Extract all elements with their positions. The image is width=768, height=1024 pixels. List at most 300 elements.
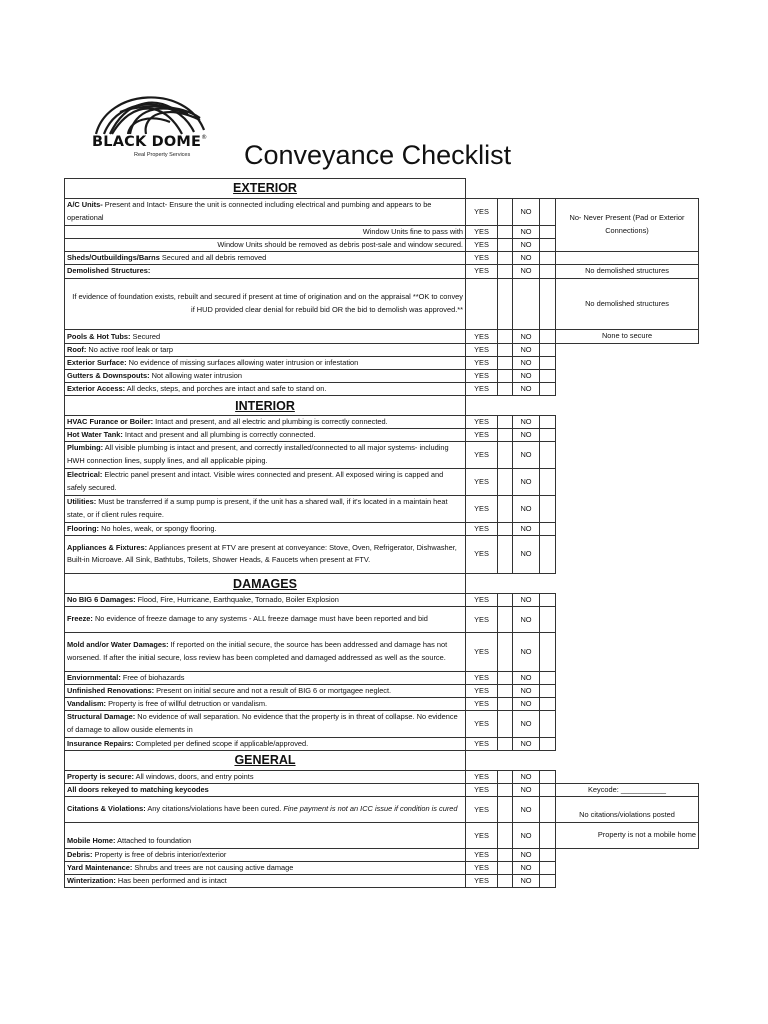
yes-option: YES bbox=[466, 671, 498, 684]
blank-cell bbox=[556, 684, 673, 697]
yes-checkbox bbox=[498, 522, 513, 535]
blank-cell bbox=[556, 862, 673, 875]
blank-cell bbox=[556, 179, 673, 199]
no-option: NO bbox=[513, 469, 540, 496]
item-label: No BIG 6 Damages: bbox=[67, 595, 136, 605]
no-option: NO bbox=[513, 862, 540, 875]
item-text: All visible plumbing is intact and present, and correctly installed/connected to all major systems- including HWH connection lines, supply lines, and all applicable piping. bbox=[67, 443, 449, 466]
item-description bbox=[65, 671, 466, 684]
blank-cell bbox=[673, 535, 699, 574]
blank-cell bbox=[556, 429, 673, 442]
checklist-row bbox=[65, 849, 699, 862]
item-description bbox=[65, 823, 466, 849]
no-option: NO bbox=[513, 330, 540, 344]
blank-cell bbox=[556, 875, 673, 888]
checklist-row bbox=[65, 875, 699, 888]
item-text: Not allowing water intrusion bbox=[149, 371, 242, 381]
item-label: Plumbing: bbox=[67, 443, 104, 453]
item-note: Fine payment is not an ICC issue if condition is cured bbox=[283, 804, 458, 814]
dome-icon bbox=[90, 90, 210, 140]
blank-cell bbox=[498, 179, 513, 199]
checklist-row bbox=[65, 862, 699, 875]
blank-cell bbox=[673, 594, 699, 607]
checklist-row bbox=[65, 330, 699, 344]
yes-option: YES bbox=[466, 797, 498, 823]
item-description bbox=[65, 783, 466, 797]
item-text: Electric panel present and intact. Visible wires connected and present. All exposed wiring is capped and safely secured. bbox=[67, 470, 444, 492]
item-label: Mold and/or Water Damages: bbox=[67, 640, 169, 650]
item-text: Shrubs and trees are not causing active damage bbox=[132, 863, 294, 873]
no-checkbox bbox=[540, 607, 556, 633]
item-description bbox=[65, 594, 466, 607]
yes-option: YES bbox=[466, 697, 498, 710]
yes-checkbox bbox=[498, 357, 513, 370]
no-checkbox bbox=[540, 671, 556, 684]
yes-option: YES bbox=[466, 737, 498, 750]
blank-cell bbox=[556, 416, 673, 429]
logo-subtitle: Real Property Services bbox=[134, 152, 191, 158]
blank-cell bbox=[498, 574, 513, 594]
remark-cell: No- Never Present (Pad or Exterior Connections) bbox=[556, 198, 699, 251]
blank-cell bbox=[673, 383, 699, 396]
checklist-row bbox=[65, 383, 699, 396]
blank-cell bbox=[556, 633, 673, 672]
yes-option: YES bbox=[466, 594, 498, 607]
blank-cell bbox=[513, 574, 540, 594]
item-description bbox=[65, 495, 466, 522]
blank-cell bbox=[673, 750, 699, 770]
item-label: Vandalism: bbox=[67, 698, 107, 708]
no-checkbox bbox=[540, 416, 556, 429]
item-text: If evidence of foundation exists, rebuilt and secured if present at time of origination and on the appraisal **OK to convey if HUD provided clear denial for rebuild bid OR the bid to demolish was approved.** bbox=[72, 292, 463, 314]
checklist-row bbox=[65, 783, 699, 797]
item-label: All doors rekeyed to matching keycodes bbox=[67, 785, 209, 795]
item-description bbox=[65, 469, 466, 496]
checklist-row bbox=[65, 594, 699, 607]
yes-checkbox bbox=[498, 344, 513, 357]
blank-cell bbox=[556, 357, 673, 370]
blank-cell bbox=[673, 522, 699, 535]
item-description bbox=[65, 862, 466, 875]
no-checkbox bbox=[540, 198, 556, 225]
item-text: All decks, steps, and porches are intact and safe to stand on. bbox=[125, 384, 327, 394]
blank-cell bbox=[513, 179, 540, 199]
yes-checkbox bbox=[498, 684, 513, 697]
item-label: A/C Units- bbox=[67, 199, 103, 209]
no-checkbox bbox=[540, 469, 556, 496]
no-checkbox bbox=[540, 875, 556, 888]
remark-cell: No citations/violations posted bbox=[556, 797, 699, 823]
checklist-row bbox=[65, 697, 699, 710]
item-label: Demolished Structures: bbox=[67, 266, 151, 276]
checklist-table bbox=[64, 178, 699, 888]
item-text: No evidence of wall separation. No evidence that the property is in threat of collapse. No evidence of damage to allow ouside elements in bbox=[67, 711, 458, 734]
yes-option: YES bbox=[466, 495, 498, 522]
yes-checkbox bbox=[498, 849, 513, 862]
no-option: NO bbox=[513, 797, 540, 823]
blank-cell bbox=[556, 383, 673, 396]
item-text: Completed per defined scope if applicable/approved. bbox=[133, 738, 309, 748]
no-option: NO bbox=[513, 697, 540, 710]
section-title: EXTERIOR bbox=[233, 181, 297, 196]
item-text: Free of biohazards bbox=[120, 672, 185, 682]
item-label: Mobile Home: bbox=[67, 836, 116, 846]
item-label: Utilities: bbox=[67, 496, 97, 506]
item-text: Must be transferred if a sump pump is present, if the unit has a shared wall, if it's located in a maintain heat state, or if client rules require. bbox=[67, 496, 448, 519]
no-option: NO bbox=[513, 251, 540, 264]
no-checkbox bbox=[540, 862, 556, 875]
yes-checkbox bbox=[498, 535, 513, 574]
no-checkbox bbox=[540, 344, 556, 357]
yes-checkbox bbox=[498, 710, 513, 737]
blank-cell bbox=[673, 849, 699, 862]
blank-cell bbox=[556, 495, 673, 522]
remark-cell: No demolished structures bbox=[556, 278, 699, 330]
no-option: NO bbox=[513, 823, 540, 849]
yes-option: YES bbox=[466, 225, 498, 238]
item-label: Yard Maintenance: bbox=[67, 863, 133, 873]
blank-cell bbox=[556, 442, 673, 469]
blank-cell bbox=[556, 770, 673, 783]
no-option: NO bbox=[513, 429, 540, 442]
item-label: Insurance Repairs: bbox=[67, 738, 134, 748]
item-label: Sheds/Outbuildings/Barns bbox=[67, 252, 160, 262]
blank-cell bbox=[673, 710, 699, 737]
item-description bbox=[65, 875, 466, 888]
no-checkbox bbox=[540, 522, 556, 535]
blank-cell bbox=[673, 697, 699, 710]
checklist-row bbox=[65, 607, 699, 633]
no-checkbox bbox=[540, 330, 556, 344]
item-description bbox=[65, 710, 466, 737]
yes-option: YES bbox=[466, 442, 498, 469]
no-option: NO bbox=[513, 442, 540, 469]
checklist-row bbox=[65, 251, 699, 264]
yes-option: YES bbox=[466, 357, 498, 370]
item-text: All windows, doors, and entry points bbox=[133, 771, 254, 781]
no-option: NO bbox=[513, 522, 540, 535]
blank-cell bbox=[673, 179, 699, 199]
section-header-row bbox=[65, 396, 699, 416]
checklist-row bbox=[65, 770, 699, 783]
item-text: Intact and present, and all electric and plumbing is correctly connected. bbox=[153, 417, 388, 427]
section-heading bbox=[65, 750, 466, 770]
no-checkbox bbox=[540, 238, 556, 251]
no-option: NO bbox=[513, 370, 540, 383]
checklist-row bbox=[65, 264, 699, 278]
item-label: Roof: bbox=[67, 345, 87, 355]
blank-cell bbox=[556, 469, 673, 496]
yes-option: YES bbox=[466, 198, 498, 225]
item-text: Secured and all debris removed bbox=[159, 252, 267, 262]
no-option: NO bbox=[513, 684, 540, 697]
yes-option: YES bbox=[466, 633, 498, 672]
yes-option: YES bbox=[466, 862, 498, 875]
yes-option: YES bbox=[466, 783, 498, 797]
section-title: INTERIOR bbox=[235, 398, 295, 413]
yes-option: YES bbox=[466, 330, 498, 344]
no-checkbox bbox=[540, 684, 556, 697]
checklist-row bbox=[65, 737, 699, 750]
item-label: Property is secure: bbox=[67, 771, 134, 781]
section-title: DAMAGES bbox=[233, 576, 297, 591]
yes-option: YES bbox=[466, 535, 498, 574]
blank-cell bbox=[556, 396, 673, 416]
yes-checkbox bbox=[498, 797, 513, 823]
blank-cell bbox=[556, 594, 673, 607]
blank-cell bbox=[673, 357, 699, 370]
no-checkbox bbox=[540, 370, 556, 383]
no-checkbox bbox=[540, 783, 556, 797]
checklist-row bbox=[65, 416, 699, 429]
item-description bbox=[65, 264, 466, 278]
blank-cell bbox=[673, 429, 699, 442]
item-description bbox=[65, 697, 466, 710]
no-option: NO bbox=[513, 875, 540, 888]
no-option: NO bbox=[513, 710, 540, 737]
yes-option: YES bbox=[466, 416, 498, 429]
blank-cell bbox=[673, 633, 699, 672]
item-text: Any citations/violations have been cured. bbox=[145, 804, 284, 814]
no-option: NO bbox=[513, 198, 540, 225]
item-description bbox=[65, 737, 466, 750]
item-label: Gutters & Downspouts: bbox=[67, 371, 150, 381]
checklist-row bbox=[65, 469, 699, 496]
blank-cell bbox=[556, 710, 673, 737]
yes-option: YES bbox=[466, 344, 498, 357]
no-checkbox bbox=[540, 357, 556, 370]
item-label: Debris: bbox=[67, 850, 93, 860]
item-label: Enviornmental: bbox=[67, 672, 121, 682]
section-title: GENERAL bbox=[234, 753, 296, 768]
no-option: NO bbox=[513, 535, 540, 574]
yes-checkbox bbox=[498, 225, 513, 238]
blank-cell bbox=[466, 179, 498, 199]
item-description bbox=[65, 357, 466, 370]
item-label: Exterior Access: bbox=[67, 384, 126, 394]
yes-option bbox=[466, 278, 498, 330]
page-title: Conveyance Checklist bbox=[244, 140, 512, 170]
checklist-row bbox=[65, 797, 699, 823]
remark-cell: No demolished structures bbox=[556, 264, 699, 278]
item-description bbox=[65, 770, 466, 783]
blank-cell bbox=[673, 684, 699, 697]
no-checkbox bbox=[540, 697, 556, 710]
yes-checkbox bbox=[498, 875, 513, 888]
remark-cell bbox=[556, 251, 699, 264]
item-label: HVAC Furance or Boiler: bbox=[67, 417, 154, 427]
no-checkbox bbox=[540, 535, 556, 574]
blank-cell bbox=[513, 750, 540, 770]
yes-checkbox bbox=[498, 330, 513, 344]
blank-cell bbox=[673, 875, 699, 888]
yes-checkbox bbox=[498, 442, 513, 469]
no-option: NO bbox=[513, 783, 540, 797]
blank-cell bbox=[673, 862, 699, 875]
blank-cell bbox=[556, 574, 673, 594]
checklist-row bbox=[65, 633, 699, 672]
no-option: NO bbox=[513, 633, 540, 672]
yes-option: YES bbox=[466, 429, 498, 442]
item-description bbox=[65, 383, 466, 396]
blank-cell bbox=[556, 750, 673, 770]
item-text: No holes, weak, or spongy flooring. bbox=[99, 523, 217, 533]
blank-cell bbox=[556, 737, 673, 750]
item-text: Window Units fine to pass with bbox=[362, 226, 463, 236]
yes-option: YES bbox=[466, 383, 498, 396]
yes-checkbox bbox=[498, 783, 513, 797]
no-option: NO bbox=[513, 607, 540, 633]
blank-cell bbox=[556, 535, 673, 574]
item-description bbox=[65, 522, 466, 535]
yes-option: YES bbox=[466, 770, 498, 783]
section-heading bbox=[65, 574, 466, 594]
blank-cell bbox=[673, 574, 699, 594]
no-checkbox bbox=[540, 251, 556, 264]
checklist-row bbox=[65, 535, 699, 574]
item-text: Appliances present at FTV are present at conveyance: Stove, Oven, Refrigerator, Dishwasher, Built-in Microave. All Sink, Bathtubs, Toilets, Shower Heads, & Faucets when present at FTV. bbox=[67, 542, 457, 565]
blank-cell bbox=[673, 344, 699, 357]
blank-cell bbox=[540, 179, 556, 199]
no-option bbox=[513, 278, 540, 330]
yes-option: YES bbox=[466, 710, 498, 737]
item-description bbox=[65, 849, 466, 862]
item-text: Attached to foundation bbox=[115, 836, 192, 846]
yes-option: YES bbox=[466, 370, 498, 383]
checklist-row bbox=[65, 823, 699, 849]
item-label: Pools & Hot Tubs: bbox=[67, 331, 131, 341]
blank-cell bbox=[673, 469, 699, 496]
yes-option: YES bbox=[466, 875, 498, 888]
blank-cell bbox=[513, 396, 540, 416]
no-option: NO bbox=[513, 416, 540, 429]
item-description bbox=[65, 607, 466, 633]
no-option: NO bbox=[513, 344, 540, 357]
blank-cell bbox=[466, 396, 498, 416]
yes-option: YES bbox=[466, 684, 498, 697]
item-description bbox=[65, 684, 466, 697]
item-text: No active roof leak or tarp bbox=[86, 345, 173, 355]
item-text: Has been performed and is intact bbox=[115, 876, 227, 886]
item-label: Appliances & Fixtures: bbox=[67, 542, 148, 552]
blank-cell bbox=[466, 750, 498, 770]
blank-cell bbox=[540, 396, 556, 416]
yes-option: YES bbox=[466, 469, 498, 496]
blank-cell bbox=[556, 344, 673, 357]
item-description bbox=[65, 535, 466, 574]
yes-checkbox bbox=[498, 862, 513, 875]
item-text: No evidence of missing surfaces allowing water intrusion or infestation bbox=[126, 358, 359, 368]
checklist-row bbox=[65, 344, 699, 357]
item-description bbox=[65, 633, 466, 672]
blank-cell bbox=[673, 416, 699, 429]
item-text: Intact and present and all plumbing is correctly connected. bbox=[122, 430, 316, 440]
checklist-row bbox=[65, 710, 699, 737]
yes-checkbox bbox=[498, 697, 513, 710]
no-checkbox bbox=[540, 797, 556, 823]
section-header-row bbox=[65, 750, 699, 770]
blank-cell bbox=[673, 442, 699, 469]
item-text: Property is free of willful detruction or vandalism. bbox=[106, 698, 268, 708]
yes-checkbox bbox=[498, 469, 513, 496]
no-option: NO bbox=[513, 225, 540, 238]
item-description bbox=[65, 416, 466, 429]
yes-option: YES bbox=[466, 522, 498, 535]
no-checkbox bbox=[540, 429, 556, 442]
section-header-row bbox=[65, 179, 699, 199]
checklist-row bbox=[65, 671, 699, 684]
yes-option: YES bbox=[466, 607, 498, 633]
item-description bbox=[65, 225, 466, 238]
item-description bbox=[65, 429, 466, 442]
no-checkbox bbox=[540, 383, 556, 396]
yes-checkbox bbox=[498, 278, 513, 330]
item-label: Electrical: bbox=[67, 470, 103, 479]
item-text: Window Units should be removed as debris post-sale and window secured. bbox=[217, 239, 463, 249]
yes-checkbox bbox=[498, 671, 513, 684]
no-option: NO bbox=[513, 594, 540, 607]
yes-checkbox bbox=[498, 416, 513, 429]
item-description bbox=[65, 238, 466, 251]
no-checkbox bbox=[540, 278, 556, 330]
blank-cell bbox=[540, 574, 556, 594]
yes-checkbox bbox=[498, 383, 513, 396]
yes-checkbox bbox=[498, 198, 513, 225]
blank-cell bbox=[556, 522, 673, 535]
item-label: Unfinished Renovations: bbox=[67, 685, 155, 695]
blank-cell bbox=[556, 697, 673, 710]
checklist-row bbox=[65, 357, 699, 370]
yes-checkbox bbox=[498, 429, 513, 442]
item-text: If reported on the initial secure, the source has been addressed and damage has not worsened. If after the initial secure, loss review has been completed and damaged addressed as well as the source. bbox=[67, 640, 448, 662]
no-option: NO bbox=[513, 238, 540, 251]
no-checkbox bbox=[540, 770, 556, 783]
checklist-row bbox=[65, 278, 699, 330]
section-heading bbox=[65, 396, 466, 416]
no-checkbox bbox=[540, 737, 556, 750]
yes-checkbox bbox=[498, 607, 513, 633]
no-option: NO bbox=[513, 737, 540, 750]
blank-cell bbox=[673, 495, 699, 522]
checklist-row bbox=[65, 198, 699, 225]
item-description bbox=[65, 797, 466, 823]
item-label: Exterior Surface: bbox=[67, 358, 127, 368]
item-description bbox=[65, 370, 466, 383]
yes-checkbox bbox=[498, 823, 513, 849]
no-checkbox bbox=[540, 633, 556, 672]
blank-cell bbox=[540, 750, 556, 770]
item-text: Present on initial secure and not a result of BIG 6 or mortgagee neglect. bbox=[154, 685, 392, 695]
yes-checkbox bbox=[498, 370, 513, 383]
blank-cell bbox=[556, 849, 673, 862]
blank-cell bbox=[556, 370, 673, 383]
item-description bbox=[65, 278, 466, 330]
yes-checkbox bbox=[498, 770, 513, 783]
item-label: Structural Damage: bbox=[67, 711, 136, 721]
item-label: Winterization: bbox=[67, 876, 116, 886]
yes-checkbox bbox=[498, 495, 513, 522]
item-text: Secured bbox=[130, 331, 161, 341]
item-label: Freeze: bbox=[67, 614, 93, 624]
no-checkbox bbox=[540, 495, 556, 522]
blank-cell bbox=[556, 671, 673, 684]
checklist-row bbox=[65, 442, 699, 469]
remark-cell: Property is not a mobile home bbox=[556, 823, 699, 849]
no-checkbox bbox=[540, 264, 556, 278]
no-checkbox bbox=[540, 710, 556, 737]
checklist-row bbox=[65, 429, 699, 442]
remark-cell: Keycode: ___________ bbox=[556, 783, 699, 797]
